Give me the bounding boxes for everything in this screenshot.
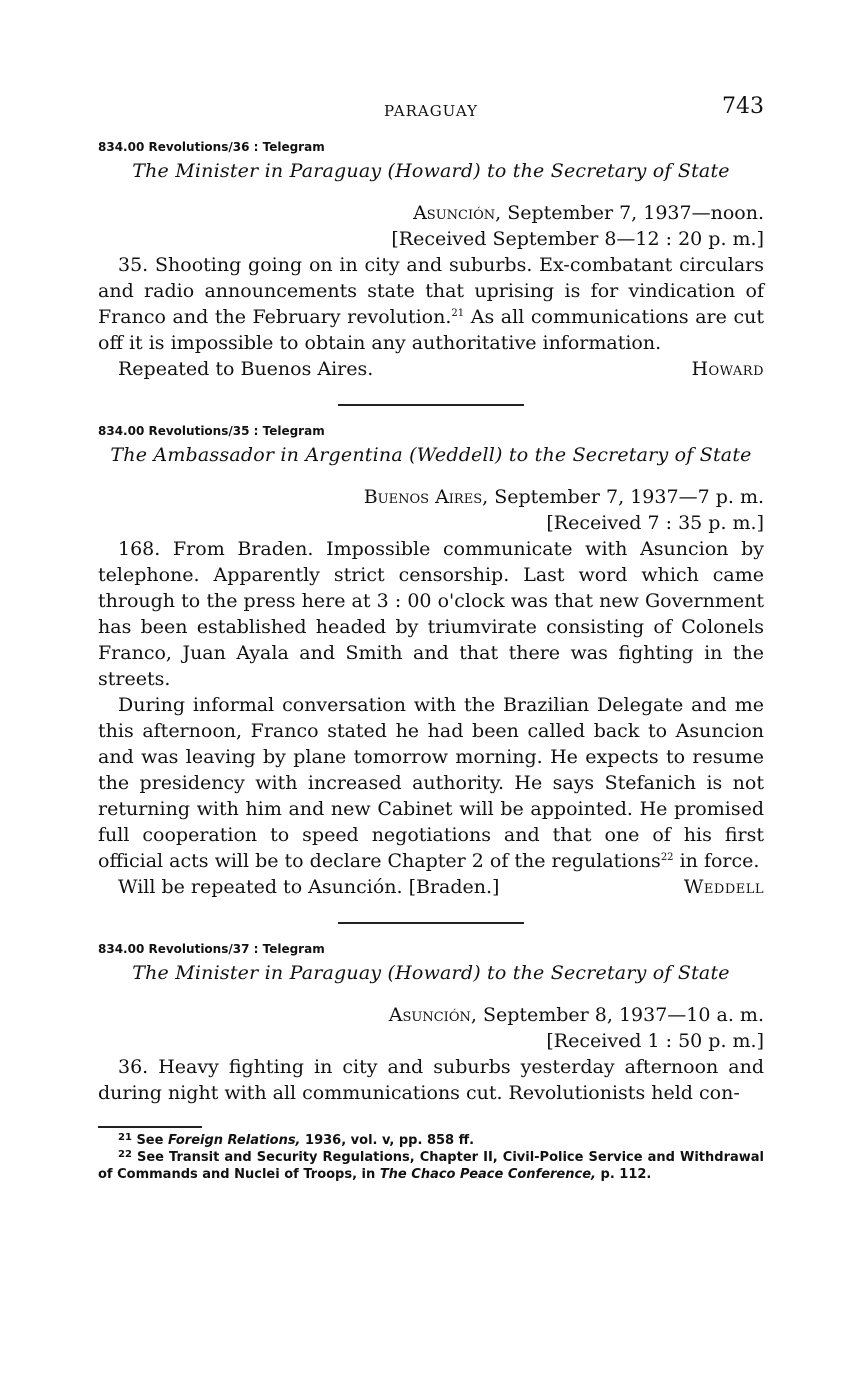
dateline-place: Asunción (388, 1004, 471, 1026)
paragraph-text: in force. (673, 850, 760, 872)
received-line: [Received 1 : 50 p. m.] (546, 1030, 764, 1052)
document-page (98, 92, 764, 1183)
received-line: [Received 7 : 35 p. m.] (546, 512, 764, 534)
paragraph-text: During informal conversation with the Brazilian Delegate and me this afternoon, Franco stated he had been called back to Asuncion and was leaving by plane tomorrow morning. He expects to resume the presidency with increased authority. He says Stefanich is not returning with him and new Cabinet will be appointed. He promised full cooperation to speed negotiations and that one of his first official acts will be to declare Chapter 2 of the regulations (98, 694, 764, 872)
closing-text: Will be repeated to Asunción. [Braden.] (118, 876, 500, 898)
footnote (98, 1149, 764, 1183)
footnote-reference: 21 (451, 308, 465, 319)
page-number: 743 (722, 94, 764, 119)
footnote-number: 21 (118, 1132, 132, 1143)
closing-line (98, 874, 764, 900)
footnote-number: 22 (118, 1149, 132, 1160)
telegram-paragraph: 168. From Braden. Impossible communicate with Asuncion by telephone. Apparently strict censorship. Last word which came through to the press here at 3 : 00 o'clock was that new Government has been established headed by triumvirate consisting of Colonels Franco, Juan Ayala and Smith and that there was fighting in the streets. (98, 538, 764, 690)
dateline-date: , September 8, 1937—10 a. m. (470, 1004, 764, 1026)
paragraph-text: 35. Shooting going on in city and suburbs. Ex-combatant circulars and radio announcements state that uprising is for vindication of Franco and the February revolution. (98, 254, 764, 328)
signature: Weddell (683, 876, 764, 898)
dateline (98, 484, 764, 510)
footnote-citation: The Chaco Peace Conference, (379, 1167, 596, 1182)
section-divider (338, 922, 524, 924)
footnotes (98, 1132, 764, 1183)
document-title: The Minister in Paraguay (Howard) to the Secretary of State (132, 962, 730, 984)
running-head (98, 92, 764, 128)
telegram-37 (98, 942, 764, 1106)
file-reference: 834.00 Revolutions/35 : Telegram (98, 424, 325, 438)
dateline-place: Buenos Aires (363, 486, 483, 508)
footnote-rule (98, 1126, 202, 1128)
dateline-place: Asunción (413, 202, 496, 224)
paragraph-text: As all communications are cut off it is impossible to obtain any authoritative information. (98, 306, 764, 354)
footnote-text: See Transit and Security Regulations, Chapter II, Civil-Police Service and Withdrawal of Commands and Nuclei of Troops, in (98, 1150, 764, 1182)
received-line: [Received September 8—12 : 20 p. m.] (391, 228, 764, 250)
telegram-paragraph (98, 692, 764, 874)
file-reference: 834.00 Revolutions/37 : Telegram (98, 942, 325, 956)
footnote-text: 1936, vol. v, pp. 858 ff. (300, 1133, 475, 1148)
file-reference: 834.00 Revolutions/36 : Telegram (98, 140, 325, 154)
footnote-citation: Foreign Relations, (167, 1133, 301, 1148)
document-title: The Ambassador in Argentina (Weddell) to the Secretary of State (110, 444, 752, 466)
dateline-date: , September 7, 1937—7 p. m. (482, 486, 764, 508)
telegram-36 (98, 140, 764, 382)
signature: Howard (691, 358, 764, 380)
telegram-35 (98, 424, 764, 900)
footnote-reference: 22 (660, 852, 674, 863)
footnote (98, 1132, 764, 1149)
footnote-text: See (131, 1133, 168, 1148)
closing-line (98, 356, 764, 382)
dateline-date: , September 7, 1937—noon. (495, 202, 764, 224)
footnote-text: p. 112. (595, 1167, 652, 1182)
running-title: PARAGUAY (384, 102, 478, 120)
telegram-paragraph: 36. Heavy fighting in city and suburbs yesterday afternoon and during night with all communications cut. Revolutionists held con- (98, 1056, 764, 1104)
telegram-paragraph (98, 252, 764, 356)
document-title: The Minister in Paraguay (Howard) to the Secretary of State (132, 160, 730, 182)
section-divider (338, 404, 524, 406)
dateline (98, 200, 764, 226)
closing-text: Repeated to Buenos Aires. (118, 358, 374, 380)
dateline (98, 1002, 764, 1028)
